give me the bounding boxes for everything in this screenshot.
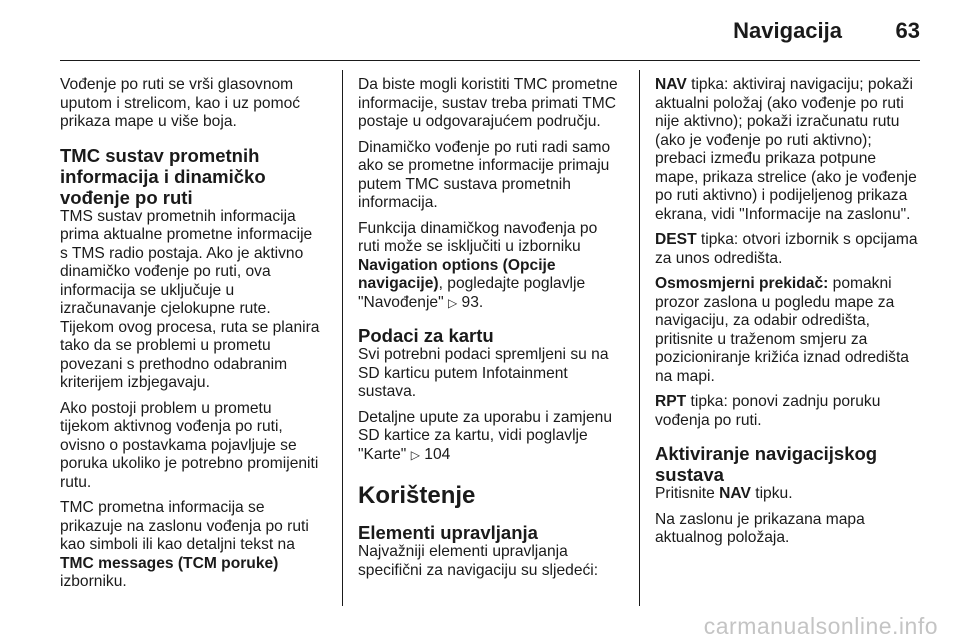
text: tipka: otvori izbornik s opcijama za unos odredišta. xyxy=(655,231,918,267)
page-reference-icon: ▷ xyxy=(447,295,458,310)
column-2 xyxy=(358,76,622,587)
section-heading-elementi: Elementi upravljanja xyxy=(358,522,538,543)
page-reference-icon: ▷ xyxy=(410,447,420,462)
paragraph: Na zaslonu je prikazana mapa aktualnog položaja. xyxy=(655,510,865,546)
text: Pritisnite xyxy=(655,485,720,502)
menu-reference: TMC messages (TCM poruke) xyxy=(60,554,279,572)
paragraph xyxy=(358,220,622,313)
page-reference: 93. xyxy=(461,293,484,311)
text: TMC prometna informacija se prikazuje na zaslonu vođenja po ruti kao simboli ili kao detaljni tekst na xyxy=(60,499,309,553)
key-label: NAV xyxy=(719,485,751,502)
column-divider xyxy=(639,70,640,606)
key-label: DEST xyxy=(655,231,697,248)
text: Detaljne upute za uporabu i zamjenu SD kartice za kartu, vidi poglavlje "Karte" xyxy=(358,408,612,463)
paragraph: Svi potrebni podaci spremljeni su na SD karticu putem Infotainment sustava. xyxy=(358,346,609,400)
section-heading-aktiviranje: Aktiviranje navigacijskog sustava xyxy=(655,443,878,485)
section-heading-podaci: Podaci za kartu xyxy=(358,325,494,346)
text: , pogledajte poglavlje "Navođenje" xyxy=(358,275,586,311)
control-osmosmjerni xyxy=(655,275,923,386)
text: tipka: aktiviraj navigaciju; pokaži aktualni položaj (ako vođenje po ruti nije aktivno); pokaži izračunatu rutu (ako je vođenje po ruti aktivno); prebaci između prikaza potpune mape, prikaza strelice (ako je vođenje po ruti aktivno) i podijeljenog prikaza ekrana, vidi "Informacije na zaslonu". xyxy=(655,76,917,223)
menu-reference: Navigation options (Opcije navigacije) xyxy=(358,256,556,292)
paragraph: Ako postoji problem u prometu tijekom aktivnog vođenja po ruti, ovisno o postavkama pojavljuje se poruka ukoliko je potrebno promijeniti rutu. xyxy=(60,399,319,491)
chapter-heading-koristenje: Korištenje xyxy=(358,482,476,509)
paragraph: Vođenje po ruti se vrši glasovnom uputom i strelicom, kao i uz pomoć prikaza mape u više boja. xyxy=(60,76,301,130)
watermark: carmanualsonline.info xyxy=(703,613,938,639)
key-label: Osmosmjerni prekidač: xyxy=(655,275,829,292)
key-label: NAV xyxy=(655,76,687,93)
page-reference: 104 xyxy=(424,445,451,463)
text: tipka: ponovi zadnju poruku vođenja po ruti. xyxy=(655,393,881,429)
header-divider xyxy=(60,60,920,61)
control-dest xyxy=(655,231,923,268)
column-3 xyxy=(655,76,923,555)
text: Funkcija dinamičkog navođenja po ruti može se isključiti u izborniku xyxy=(358,219,598,255)
section-heading-tmc: TMC sustav prometnih informacija i dinamičko vođenje po ruti xyxy=(60,144,266,208)
page-number: 63 xyxy=(895,18,920,43)
paragraph xyxy=(655,485,923,504)
paragraph xyxy=(60,499,324,592)
key-label: RPT xyxy=(655,393,687,410)
column-1 xyxy=(60,76,324,599)
text: tipku. xyxy=(750,485,793,502)
page-header xyxy=(60,14,920,54)
paragraph: Najvažniji elementi upravljanja specifični za navigaciju su sljedeći: xyxy=(358,543,599,579)
text: izborniku. xyxy=(60,573,127,590)
column-divider xyxy=(342,70,343,606)
control-rpt xyxy=(655,393,923,430)
paragraph: Dinamičko vođenje po ruti radi samo ako se prometne informacije primaju putem TMC sustava prometnih informacija. xyxy=(358,138,611,211)
paragraph xyxy=(358,409,622,465)
paragraph: TMS sustav prometnih informacija prima aktualne prometne informacije s TMS radio postaja. Ako je aktivno dinamičko vođenje po ruti, ova informacija se uključuje u izračunavanje cjelokupne rute. Tijekom ovog procesa, ruta se planira tako da se problemi u prometu povezani s prethodno odabranim kriterijem izbjegavaju. xyxy=(60,207,320,391)
control-nav xyxy=(655,76,923,224)
page-title: Navigacija xyxy=(733,18,842,43)
text: pomakni prozor zaslona u pogledu mape za navigaciju, za odabir odredišta, pritisnite u traženom smjeru za pozicioniranje križića iznad odredišta na mapi. xyxy=(655,275,909,385)
paragraph: Da biste mogli koristiti TMC prometne informacije, sustav treba primati TMC postaje u odgovarajućem području. xyxy=(358,76,618,130)
